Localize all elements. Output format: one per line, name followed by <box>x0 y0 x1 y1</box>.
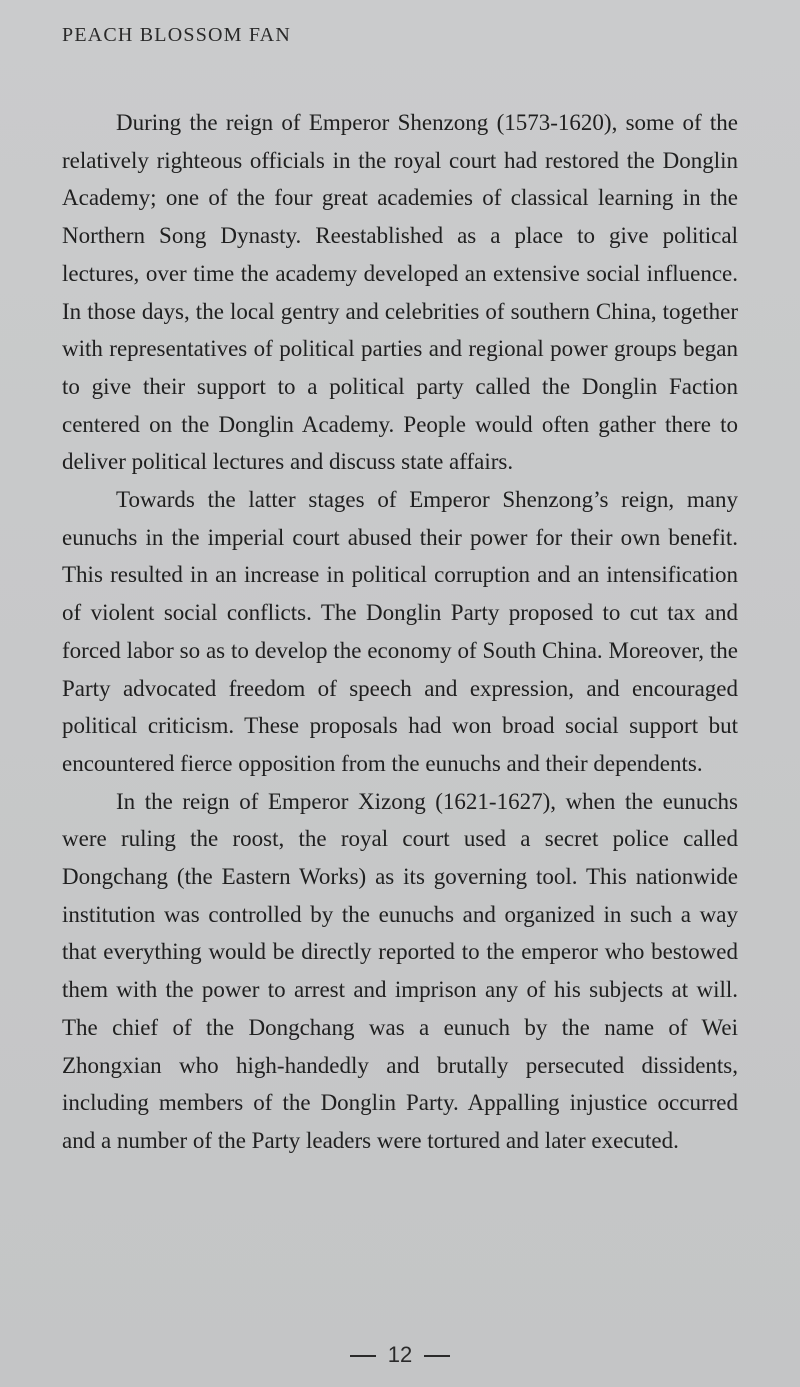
folio-dash-left <box>350 1355 376 1357</box>
running-head: PEACH BLOSSOM FAN <box>62 24 291 46</box>
paragraph-3: In the reign of Emperor Xizong (1621-1627), when the eunuchs were ruling the roost, the royal court used a secret police called Dongchang (the Eastern Works) as its governing tool. This nationwide institution was controlled by the eunuchs and organized in such a way that everything would be directly reported to the emperor who bestowed them with the power to arrest and imprison any of his subjects at will. The chief of the Dongchang was a eunuch by the name of Wei Zhongxian who high-handedly and brutally persecuted dissidents, including members of the Donglin Party. Appalling injustice occurred and a number of the Party leaders were tortured and later executed. <box>62 788 738 1153</box>
body-text <box>62 104 738 1160</box>
page-number <box>0 1342 800 1368</box>
paragraph-1: During the reign of Emperor Shenzong (1573-1620), some of the relatively righteous officials in the royal court had restored the Donglin Academy; one of the four great academies of classical learning in the Northern Song Dynasty. Reestablished as a place to give political lectures, over time the academy developed an extensive social influence. In those days, the local gentry and celebrities of southern China, together with representatives of political parties and regional power groups began to give their support to a political party called the Donglin Faction centered on the Donglin Academy. People would often gather there to deliver political lectures and discuss state affairs. <box>62 110 738 475</box>
page-number-text: 12 <box>387 1342 413 1367</box>
paragraph-2: Towards the latter stages of Emperor Shenzong’s reign, many eunuchs in the imperial court abused their power for their own benefit. This resulted in an increase in political corruption and an intensification of violent social conflicts. The Donglin Party proposed to cut tax and forced labor so as to develop the economy of South China. Moreover, the Party advocated freedom of speech and expression, and encouraged political criticism. These proposals had won broad social support but encountered fierce opposition from the eunuchs and their dependents. <box>62 487 738 776</box>
folio-dash-right <box>424 1355 450 1357</box>
